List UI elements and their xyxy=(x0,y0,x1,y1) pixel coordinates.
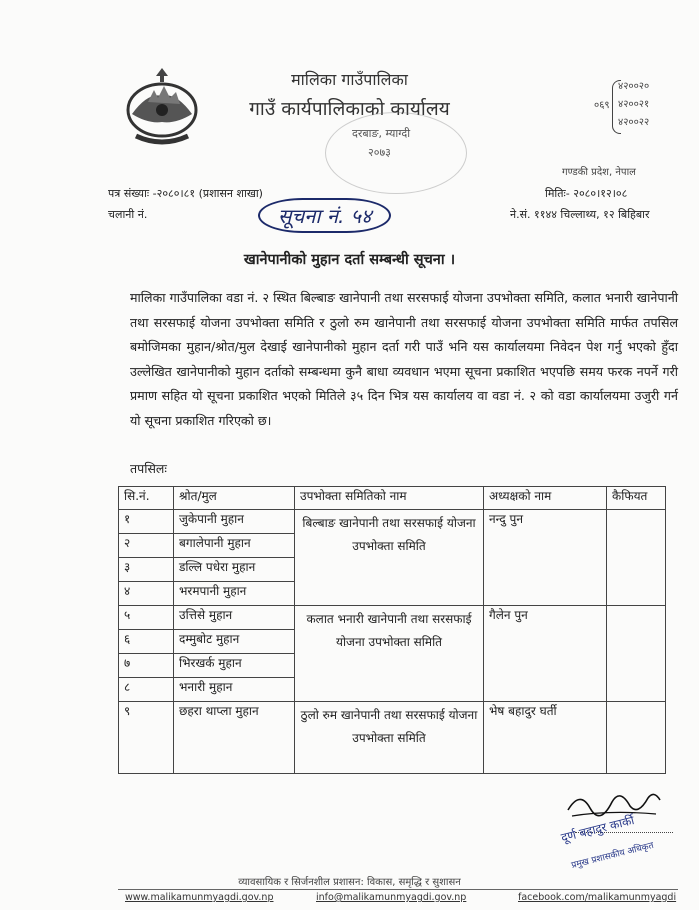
org-name: मालिका गाउँपालिका xyxy=(291,70,408,89)
header-committee: उपभोक्ता समितिको नाम xyxy=(295,487,484,510)
committee-cell: कलात भनारी खानेपानी तथा सरसफाई योजना उपभोक्ता समिति xyxy=(295,606,484,702)
phone-number: ४२००२० xyxy=(618,81,650,92)
notice-body: मालिका गाउँपालिका वडा नं. २ स्थित बिल्बाङ खानेपानी तथा सरसफाई योजना उपभोक्ता समिति, कलात भनारी खानेपानी तथा सरसफाई योजना उपभोक्ता समिति र ठुलो रुम खानेपानी तथा सरसफाई योजना उपभोक्ता समिति मार्फत तपसिल बमोजिमका मुहान/श्रोत/मुल देखाई खानेपानीको मुहान दर्ता गरी पाउँ भनि यस कार्यालयमा निवेदन पेश गर्नु भएको हुँदा उल्लेखित खानेपानीको मुहान दर्ताको सम्बन्धमा कुनै बाधा व्यवधान भएमा सूचना प्रकाशित भएपछि समय फरक नपर्ने गरी प्रमाण सहित यो सूचना प्रकाशित भएको मितिले ३५ दिन भित्र यस कार्यालय वा वडा नं. २ को वडा कार्यालयमा उजुरी गर्न यो सूचना प्रकाशित गरिएको छ। xyxy=(130,290,678,428)
office-stamp xyxy=(325,112,467,194)
phone-number: ४२००२१ xyxy=(618,99,650,110)
serial-cell: ५ xyxy=(119,606,174,630)
office-address: दरबाङ, म्याग्दी xyxy=(352,127,411,140)
letter-date: मितिः- २०८०।१२।०८ xyxy=(545,187,628,200)
table-row xyxy=(119,606,666,630)
phone-number: ४२००२२ xyxy=(618,117,650,128)
footer-motto: व्यावसायिक र सिर्जनशील प्रशासन: विकास, समृद्धि र सुशासन xyxy=(238,877,461,888)
established-year: २०७३ xyxy=(368,146,391,159)
table-header-row xyxy=(119,487,666,510)
source-cell: भनारी मुहान xyxy=(174,678,295,702)
serial-cell: १ xyxy=(119,510,174,534)
email-link[interactable]: info@malikamunmyagdi.gov.np xyxy=(316,892,467,903)
phone-list xyxy=(618,78,649,132)
serial-cell: ६ xyxy=(119,630,174,654)
source-cell: डल्लि पधेरा मुहान xyxy=(174,558,295,582)
serial-cell: ३ xyxy=(119,558,174,582)
source-cell: भिरखर्क मुहान xyxy=(174,654,295,678)
serial-cell: २ xyxy=(119,534,174,558)
phone-area-code: ०६९ xyxy=(594,100,610,111)
header-serial: सि.नं. xyxy=(119,487,174,510)
remarks-cell xyxy=(607,606,666,702)
remarks-cell xyxy=(607,702,666,774)
notice-title: खानेपानीको मुहान दर्ता सम्बन्धी सूचना । xyxy=(243,252,456,268)
province: गण्डकी प्रदेश, नेपाल xyxy=(562,167,636,178)
nepal-sambat-date: ने.सं. ११४४ चिल्लाथ्य, १२ बिहिबार xyxy=(510,208,650,221)
source-cell: बगालेपानी मुहान xyxy=(174,534,295,558)
notice-number: सूचना नं. ५४ xyxy=(258,198,391,233)
serial-cell: ४ xyxy=(119,582,174,606)
chair-cell: नन्दु पुन xyxy=(484,510,607,606)
serial-cell: ७ xyxy=(119,654,174,678)
letter-number: पत्र संख्याः -२०८०।८१ (प्रशासन शाखा) xyxy=(108,187,263,200)
source-cell: भरमपानी मुहान xyxy=(174,582,295,606)
table-row xyxy=(119,702,666,774)
header-chair: अध्यक्षको नाम xyxy=(484,487,607,510)
details-label: तपसिलः xyxy=(130,461,167,476)
header-remarks: कैफियत xyxy=(607,487,666,510)
committee-cell: बिल्बाङ खानेपानी तथा सरसफाई योजना उपभोक्ता समिति xyxy=(295,510,484,606)
chair-cell: भेष बहादुर घर्ती xyxy=(484,702,607,774)
source-cell: छहरा थाप्ला मुहान xyxy=(174,702,295,774)
facebook-link[interactable]: facebook.com/malikamunmyagdi xyxy=(518,892,677,903)
office-name: गाउँ कार्यपालिकाको कार्यालय xyxy=(249,98,450,120)
serial-cell: ९ xyxy=(119,702,174,774)
table-row xyxy=(119,510,666,534)
chair-cell: गैलेन पुन xyxy=(484,606,607,702)
water-source-table xyxy=(118,486,666,774)
signatory-name: दूर्ण बहादुर कार्की xyxy=(559,813,636,845)
serial-cell: ८ xyxy=(119,678,174,702)
signatory-title: प्रमुख प्रशासकीय अधिकृत xyxy=(570,840,655,872)
committee-cell: ठुलो रुम खानेपानी तथा सरसफाई योजना उपभोक्ता समिति xyxy=(295,702,484,774)
source-cell: उत्तिसे मुहान xyxy=(174,606,295,630)
remarks-cell xyxy=(607,510,666,606)
header-source: श्रोत/मुल xyxy=(174,487,295,510)
footer-divider xyxy=(118,889,678,890)
dispatch-number: चलानी नं. xyxy=(108,208,148,221)
source-cell: जुकेपानी मुहान xyxy=(174,510,295,534)
website-link[interactable]: www.malikamunmyagdi.gov.np xyxy=(125,892,274,903)
source-cell: दम्मुबोट मुहान xyxy=(174,630,295,654)
